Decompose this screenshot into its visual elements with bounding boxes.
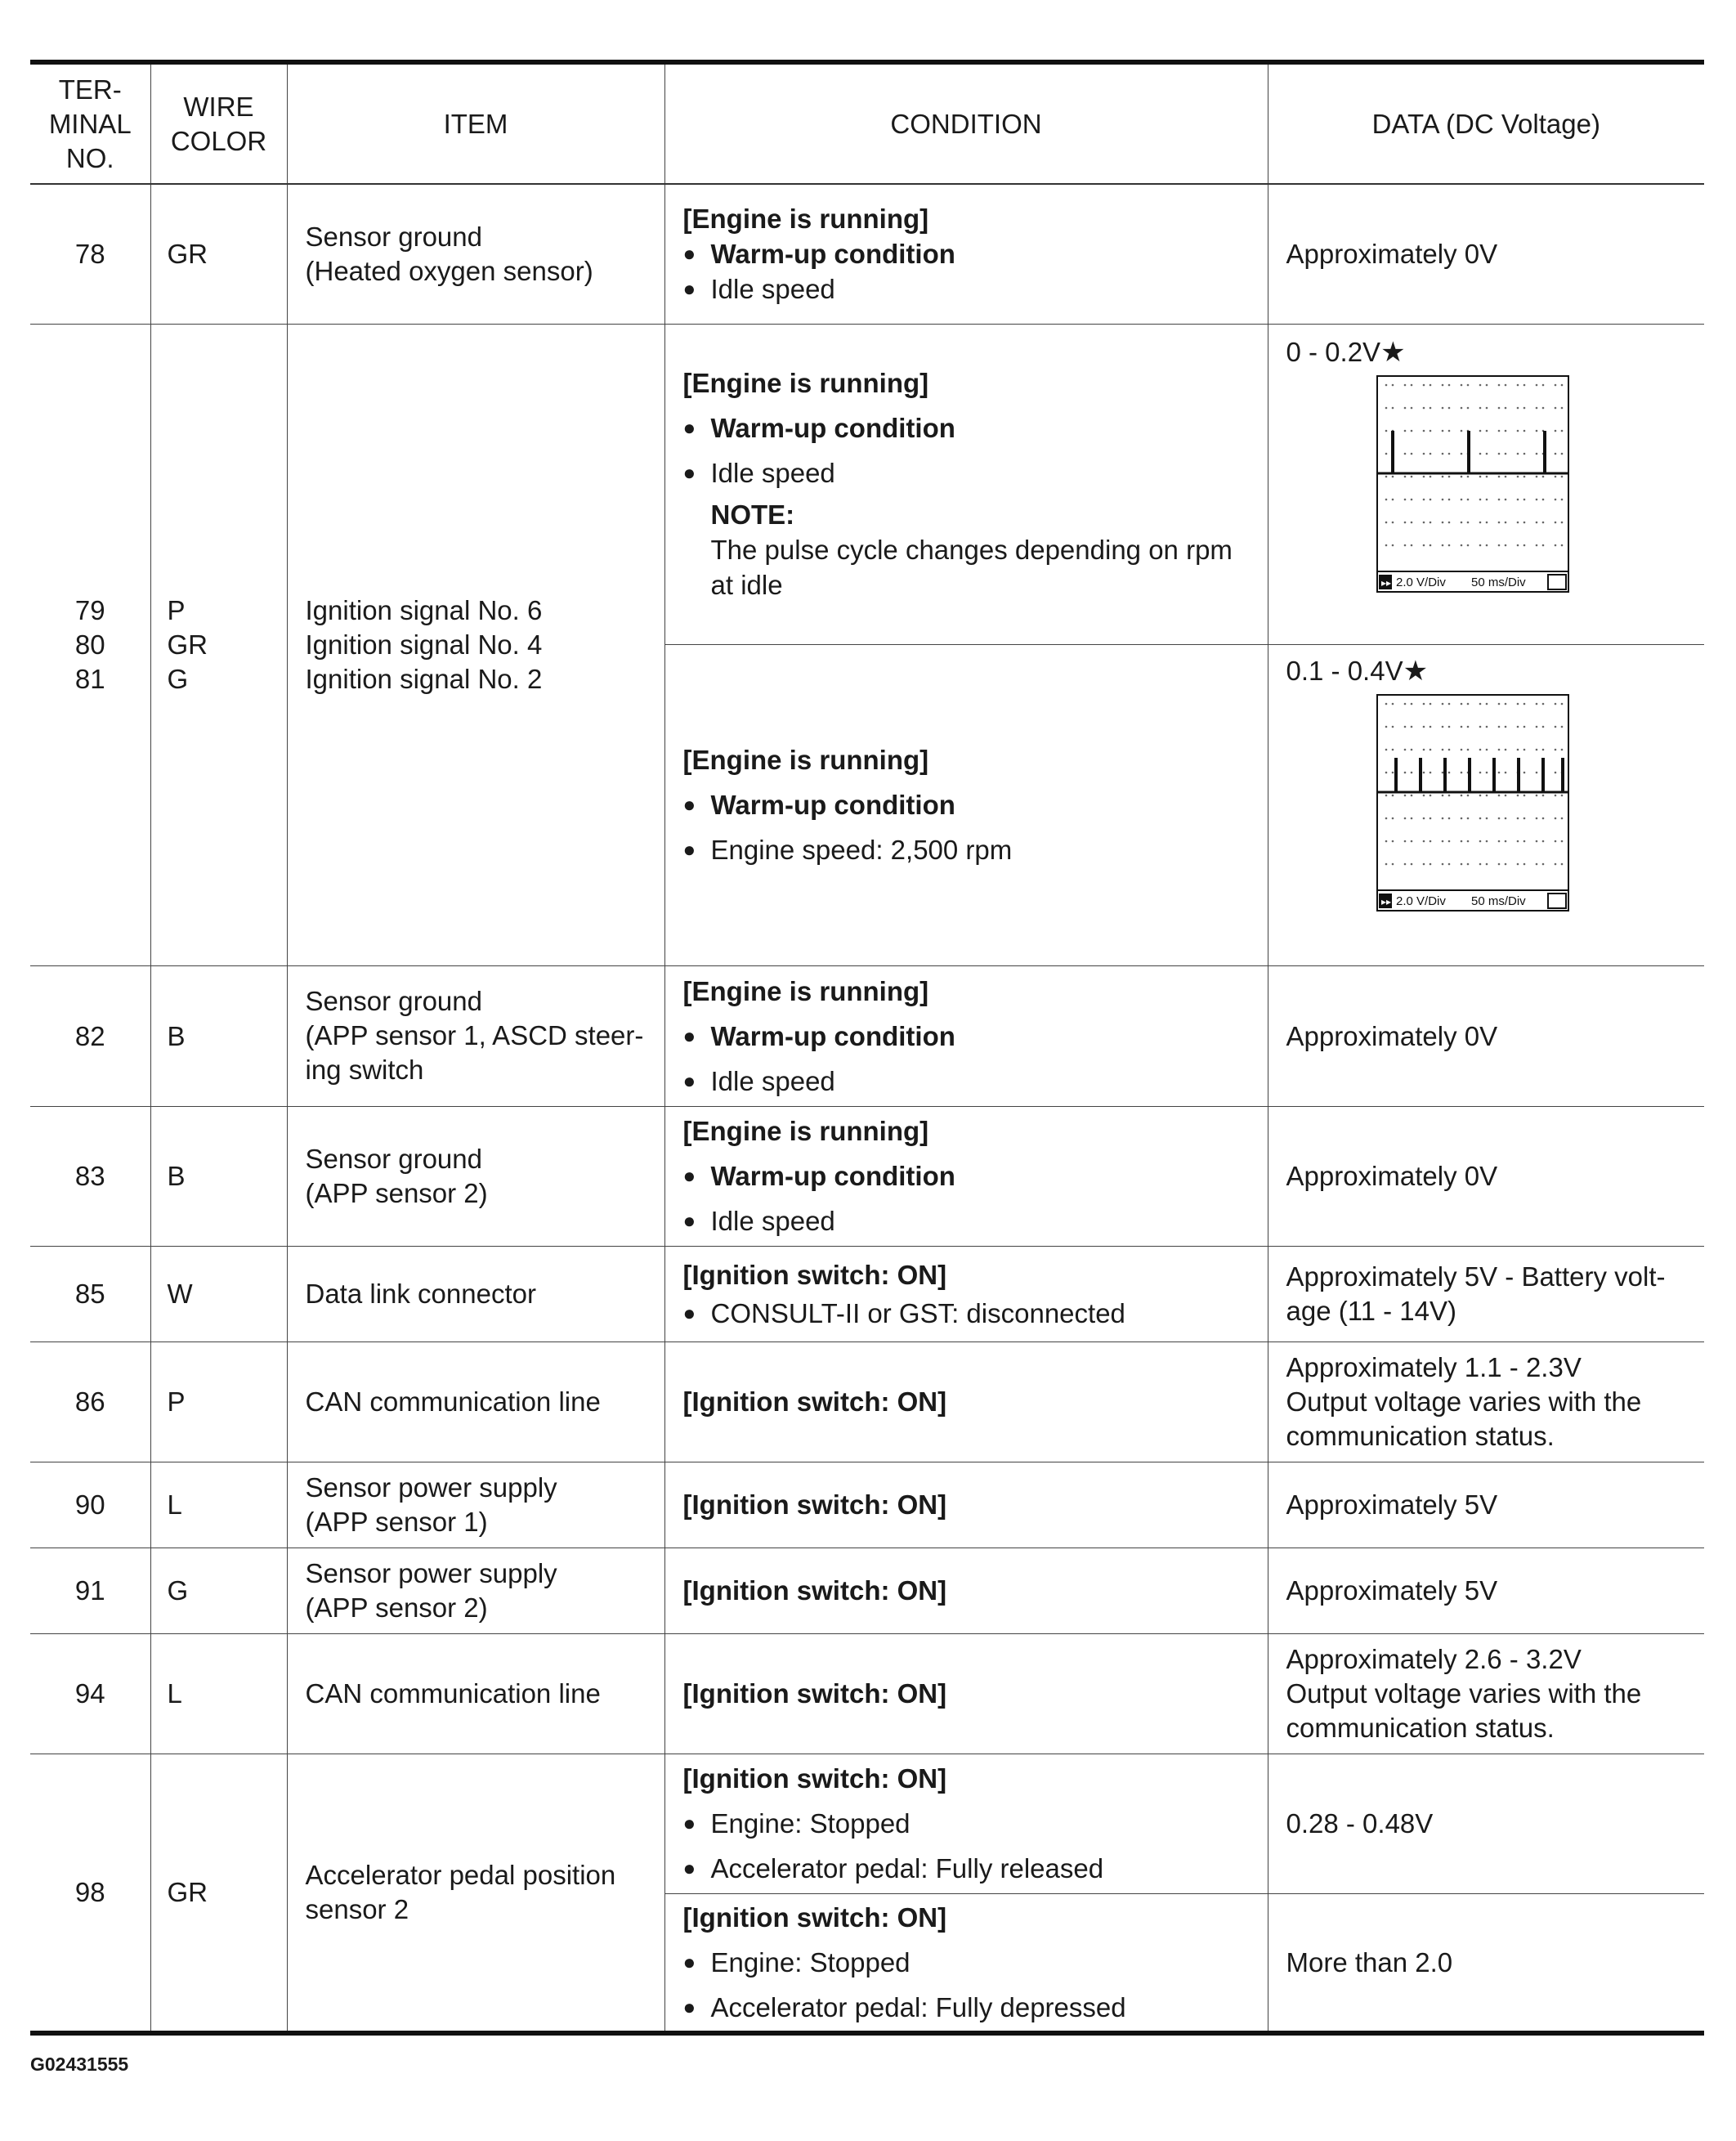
- data-cell: 0 - 0.2V★ ▸▸ 2.0 V/Div 50 ms/Div: [1268, 324, 1704, 644]
- data-cell: More than 2.0: [1268, 1893, 1704, 2033]
- figure-code: G02431555: [30, 2054, 129, 2075]
- scope-volt-label: 2.0 V/Div: [1395, 894, 1446, 908]
- scope-time-label: 50 ms/Div: [1470, 575, 1526, 589]
- star-icon: ★: [1403, 655, 1429, 687]
- bullet-icon: ●: [682, 1811, 696, 1835]
- table-row: [30, 1462, 1704, 1548]
- data-cell: Approximately 2.6 - 3.2V Output voltage varies with the communication status.: [1268, 1633, 1704, 1754]
- condition-cell: [Ignition switch: ON] ● Engine: Stopped ● Accelerator pedal: Fully released: [664, 1754, 1268, 1893]
- bullet-icon: ●: [682, 1949, 696, 1974]
- condition-cell: [Ignition switch: ON]: [664, 1341, 1268, 1462]
- item-cell: Sensor power supply (APP sensor 1): [287, 1462, 664, 1548]
- terminal-cell: 79 80 81: [30, 324, 150, 965]
- wire-color-cell: L: [150, 1633, 287, 1754]
- wire-color-cell: GR: [150, 1754, 287, 2033]
- table-row: [30, 184, 1704, 324]
- data-cell: Approximately 5V - Battery volt- age (11 - 14V): [1268, 1246, 1704, 1341]
- wire-color-cell: W: [150, 1246, 287, 1341]
- scope-volt-label: 2.0 V/Div: [1395, 575, 1446, 589]
- data-cell: Approximately 5V: [1268, 1462, 1704, 1548]
- condition-cell: [Ignition switch: ON] ● CONSULT-II or GST: disconnected: [664, 1246, 1268, 1341]
- svg-text:▸▸: ▸▸: [1380, 895, 1391, 907]
- header-row: [30, 62, 1704, 184]
- bullet-icon: ●: [682, 1023, 696, 1048]
- item-cell: Sensor ground (Heated oxygen sensor): [287, 184, 664, 324]
- data-cell: Approximately 0V: [1268, 1106, 1704, 1246]
- data-cell: Approximately 0V: [1268, 184, 1704, 324]
- bullet-icon: ●: [682, 1163, 696, 1188]
- bullet-icon: ●: [682, 241, 696, 267]
- table-row: [30, 1548, 1704, 1633]
- condition-cell: [Ignition switch: ON] ● Engine: Stopped ● Accelerator pedal: Fully depressed: [664, 1893, 1268, 2033]
- terminal-cell: 98: [30, 1754, 150, 2033]
- condition-cell: [Engine is running] ● Warm-up condition ● Idle speed: [664, 184, 1268, 324]
- bullet-icon: ●: [682, 792, 696, 817]
- note-label: NOTE:: [710, 499, 795, 530]
- condition-cell: [Ignition switch: ON]: [664, 1633, 1268, 1754]
- item-cell: CAN communication line: [287, 1633, 664, 1754]
- data-cell: Approximately 0V: [1268, 965, 1704, 1106]
- data-cell: 0.28 - 0.48V: [1268, 1754, 1704, 1893]
- table-row: [30, 1246, 1704, 1341]
- bullet-icon: ●: [682, 1994, 696, 2019]
- table-row: [30, 1341, 1704, 1462]
- svg-text:▸▸: ▸▸: [1380, 576, 1391, 589]
- terminal-cell: 83: [30, 1106, 150, 1246]
- table-row: [30, 1754, 1704, 1893]
- header-wire-color: WIRE COLOR: [150, 62, 287, 184]
- item-cell: Data link connector: [287, 1246, 664, 1341]
- data-cell: 0.1 - 0.4V★ ▸▸ 2.0 V/Div 50 ms/Div: [1268, 644, 1704, 965]
- wire-color-cell: B: [150, 1106, 287, 1246]
- terminal-table: [30, 60, 1704, 2036]
- terminal-cell: 85: [30, 1246, 150, 1341]
- scope-time-label: 50 ms/Div: [1470, 894, 1526, 908]
- bullet-icon: ●: [682, 1068, 696, 1093]
- condition-cell: [Engine is running] ● Warm-up condition ● Idle speed: [664, 965, 1268, 1106]
- wire-color-cell: P: [150, 1341, 287, 1462]
- condition-cell: [Ignition switch: ON]: [664, 1462, 1268, 1548]
- condition-cell: [Engine is running] ● Warm-up condition ● Idle speed NOTE: The pulse cycle changes depending on rpm at idle: [664, 324, 1268, 644]
- header-condition: CONDITION: [664, 62, 1268, 184]
- oscilloscope-waveform: [1376, 694, 1569, 911]
- terminal-cell: 82: [30, 965, 150, 1106]
- bullet-icon: ●: [682, 276, 696, 302]
- wire-color-cell: G: [150, 1548, 287, 1633]
- table-row: [30, 965, 1704, 1106]
- terminal-cell: 78: [30, 184, 150, 324]
- bullet-icon: ●: [682, 837, 696, 862]
- oscilloscope-waveform: [1376, 375, 1569, 593]
- table-row: [30, 324, 1704, 644]
- wire-color-cell: GR: [150, 184, 287, 324]
- wire-color-cell: L: [150, 1462, 287, 1548]
- wire-color-cell: P GR G: [150, 324, 287, 965]
- wire-color-cell: B: [150, 965, 287, 1106]
- bullet-icon: ●: [682, 415, 696, 440]
- header-data: DATA (DC Voltage): [1268, 62, 1704, 184]
- terminal-cell: 90: [30, 1462, 150, 1548]
- table-row: [30, 1633, 1704, 1754]
- data-cell: Approximately 1.1 - 2.3V Output voltage varies with the communication status.: [1268, 1341, 1704, 1462]
- header-terminal: TER- MINAL NO.: [30, 62, 150, 184]
- item-cell: Ignition signal No. 6 Ignition signal No. 4 Ignition signal No. 2: [287, 324, 664, 965]
- star-icon: ★: [1380, 336, 1406, 368]
- bullet-icon: ●: [682, 1208, 696, 1233]
- bullet-icon: ●: [682, 460, 696, 485]
- condition-cell: [Engine is running] ● Warm-up condition ● Idle speed: [664, 1106, 1268, 1246]
- note-text: at idle: [710, 570, 783, 600]
- item-cell: CAN communication line: [287, 1341, 664, 1462]
- header-item: ITEM: [287, 62, 664, 184]
- terminal-cell: 91: [30, 1548, 150, 1633]
- data-cell: Approximately 5V: [1268, 1548, 1704, 1633]
- item-cell: Sensor power supply (APP sensor 2): [287, 1548, 664, 1633]
- note-text: The pulse cycle changes depending on rpm: [710, 535, 1233, 565]
- terminal-cell: 86: [30, 1341, 150, 1462]
- bullet-icon: ●: [682, 1300, 696, 1325]
- item-cell: Accelerator pedal position sensor 2: [287, 1754, 664, 2033]
- table-row: [30, 1106, 1704, 1246]
- item-cell: Sensor ground (APP sensor 2): [287, 1106, 664, 1246]
- bullet-icon: ●: [682, 1856, 696, 1880]
- terminal-cell: 94: [30, 1633, 150, 1754]
- condition-cell: [Ignition switch: ON]: [664, 1548, 1268, 1633]
- condition-cell: [Engine is running] ● Warm-up condition ● Engine speed: 2,500 rpm: [664, 644, 1268, 965]
- item-cell: Sensor ground (APP sensor 1, ASCD steer- ing switch: [287, 965, 664, 1106]
